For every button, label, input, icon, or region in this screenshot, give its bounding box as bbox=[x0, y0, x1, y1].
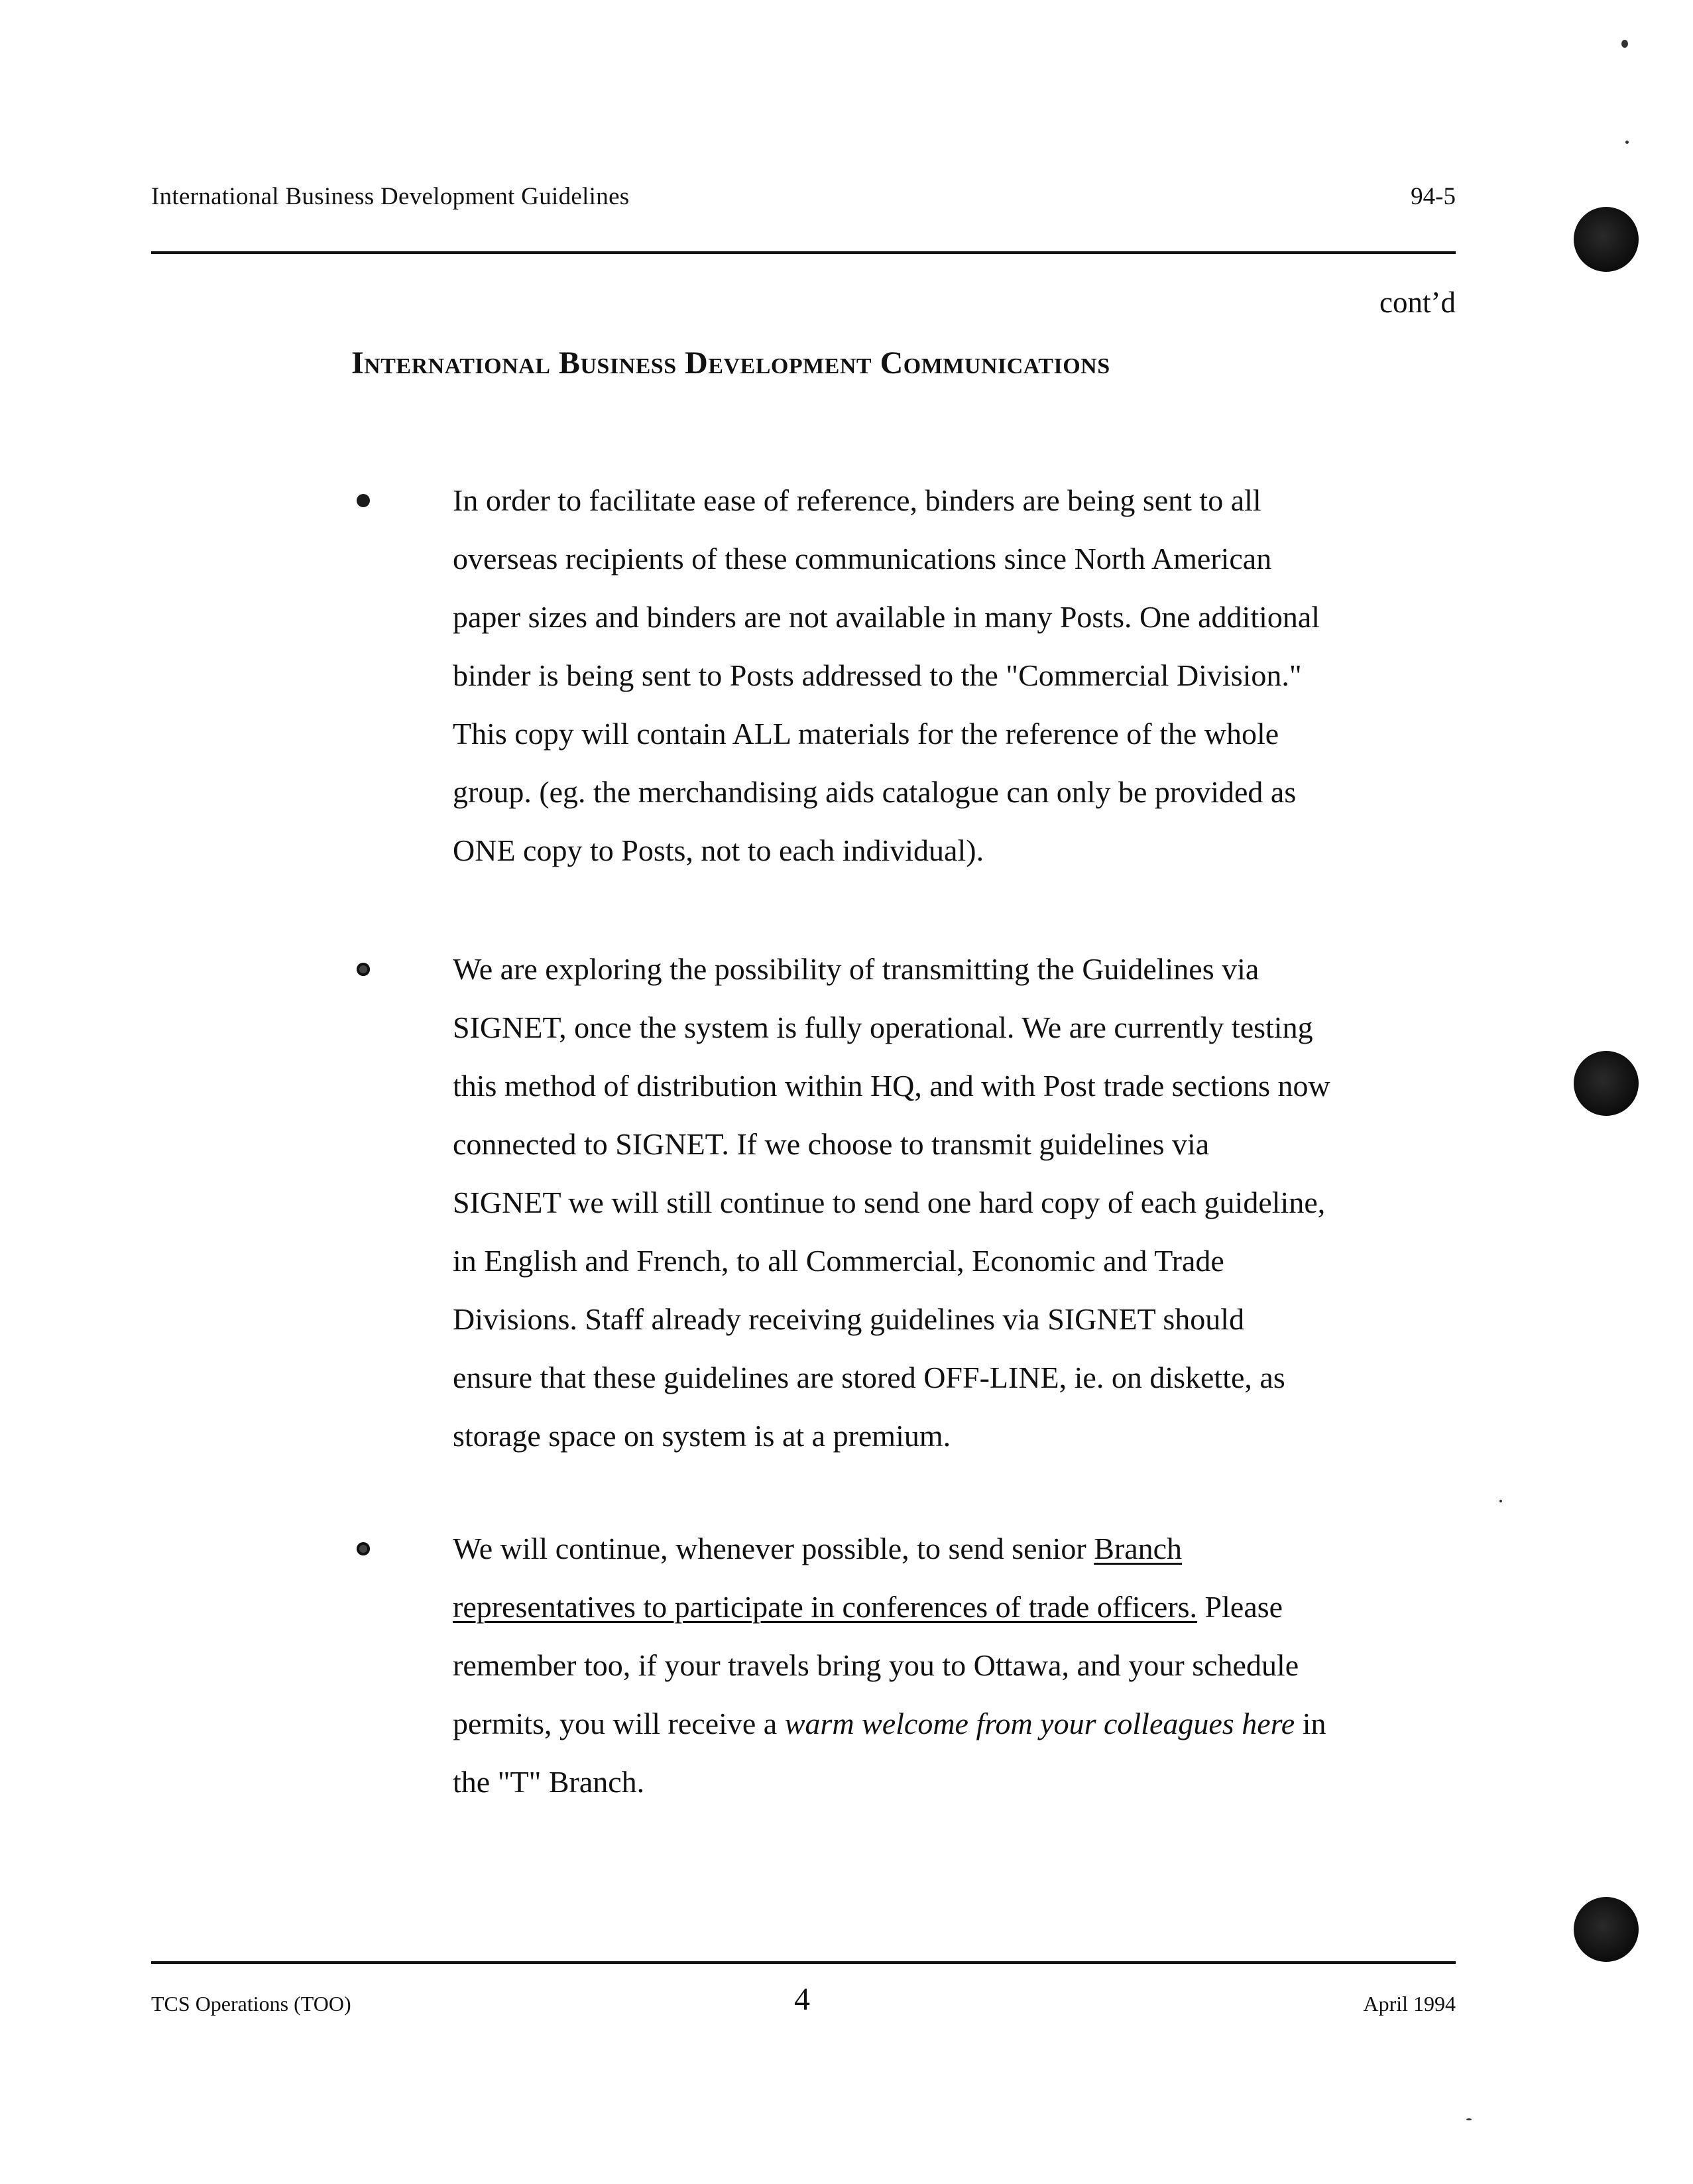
paragraph-line bbox=[453, 1520, 1467, 1578]
running-header-code: 94-5 bbox=[1411, 183, 1456, 210]
footer-rule bbox=[151, 1961, 1456, 1964]
paragraph-line: the "T" Branch. bbox=[453, 1765, 645, 1799]
page-number: 4 bbox=[794, 1982, 810, 2017]
scan-speck bbox=[1621, 40, 1628, 48]
bullet-paragraph-1 bbox=[453, 471, 1467, 880]
underlined-text: Branch bbox=[1094, 1532, 1183, 1565]
punch-hole bbox=[1574, 1051, 1639, 1116]
paragraph-line: overseas recipients of these communications since North American bbox=[453, 542, 1272, 576]
bullet-paragraph-2 bbox=[453, 940, 1467, 1465]
running-header-title: International Business Development Guidelines bbox=[151, 183, 630, 210]
paragraph-line: storage space on system is at a premium. bbox=[453, 1419, 951, 1453]
scan-speck bbox=[1466, 2118, 1472, 2120]
section-heading: International Business Development Communications bbox=[351, 345, 1110, 381]
paragraph-line: This copy will contain ALL materials for the reference of the whole bbox=[453, 717, 1279, 751]
paragraph-line: ONE copy to Posts, not to each individual). bbox=[453, 833, 984, 867]
scan-speck bbox=[1625, 141, 1629, 144]
paragraph-line: paper sizes and binders are not available in many Posts. One additional bbox=[453, 600, 1320, 634]
paragraph-line: remember too, if your travels bring you to Ottawa, and your schedule bbox=[453, 1648, 1299, 1682]
line-text: permits, you will receive a bbox=[453, 1707, 785, 1740]
punch-hole bbox=[1574, 1897, 1639, 1962]
bullet-marker bbox=[357, 1542, 370, 1555]
paragraph-line: in English and French, to all Commercial, Economic and Trade bbox=[453, 1244, 1224, 1278]
paragraph-line: group. (eg. the merchandising aids catalogue can only be provided as bbox=[453, 775, 1297, 809]
italic-text: warm welcome from your colleagues here bbox=[784, 1707, 1295, 1740]
paragraph-line bbox=[453, 1578, 1467, 1636]
paragraph-line: SIGNET, once the system is fully operational. We are currently testing bbox=[453, 1010, 1313, 1044]
paragraph-line: this method of distribution within HQ, and with Post trade sections now bbox=[453, 1069, 1330, 1103]
header-rule bbox=[151, 251, 1456, 254]
paragraph-line: Divisions. Staff already receiving guidelines via SIGNET should bbox=[453, 1302, 1245, 1336]
scan-speck bbox=[1499, 1500, 1502, 1502]
bullet-paragraph-3 bbox=[453, 1520, 1467, 1811]
paragraph-line: SIGNET we will still continue to send one hard copy of each guideline, bbox=[453, 1185, 1326, 1219]
paragraph-line: connected to SIGNET. If we choose to transmit guidelines via bbox=[453, 1127, 1210, 1161]
continued-note: cont’d bbox=[1379, 286, 1456, 319]
line-text: Please bbox=[1197, 1590, 1283, 1624]
line-text: We will continue, whenever possible, to send senior bbox=[453, 1532, 1094, 1565]
paragraph-line: ensure that these guidelines are stored OFF-LINE, ie. on diskette, as bbox=[453, 1361, 1285, 1394]
footer-date: April 1994 bbox=[1363, 1992, 1456, 2016]
bullet-marker bbox=[357, 494, 370, 507]
paragraph-line bbox=[453, 1695, 1467, 1753]
footer-department: TCS Operations (TOO) bbox=[151, 1992, 351, 2016]
paragraph-line: In order to facilitate ease of reference, binders are being sent to all bbox=[453, 483, 1261, 517]
paragraph-line: We are exploring the possibility of transmitting the Guidelines via bbox=[453, 952, 1259, 986]
punch-hole bbox=[1574, 207, 1639, 272]
underlined-text: representatives to participate in conferences of trade officers. bbox=[453, 1590, 1198, 1624]
line-text: in bbox=[1295, 1707, 1326, 1740]
bullet-marker bbox=[357, 963, 370, 976]
paragraph-line: binder is being sent to Posts addressed to the "Commercial Division." bbox=[453, 658, 1302, 692]
